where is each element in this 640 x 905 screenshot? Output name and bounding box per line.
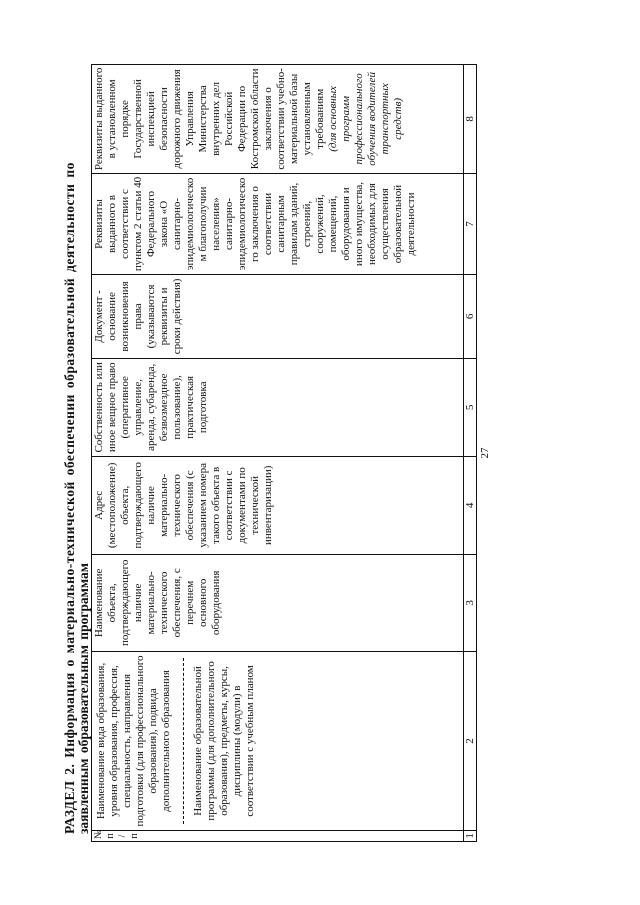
table-header-row — [92, 65, 464, 842]
column-number-cell: 8 — [464, 65, 477, 174]
header-cell-row-number: № п/п — [92, 830, 464, 841]
column-number-cell: 3 — [464, 554, 477, 652]
header-cell-traffic-police-note: (для основных программ профессионального обучения водителей транспортных средств) — [327, 72, 404, 166]
page-number: 27 — [479, 447, 491, 459]
rotated-page-content — [63, 54, 627, 842]
column-number-cell: 5 — [464, 358, 477, 457]
section-title — [63, 54, 91, 834]
column-number-cell: 1 — [464, 830, 477, 841]
header-cell-basis-document: Документ - основание возникновения права (указываются реквизиты и сроки действия) — [92, 275, 464, 358]
header-cell-program-name: Наименование образовательной программы (для дополнительного образования), предметы, курсы, дисциплины (модули) в соответствии с учебным планом — [192, 661, 256, 821]
header-cell-sanitary-conclusion: Реквизиты выданного в соответствии с пунктом 2 статьи 40 Федерального закона «О санитарно-эпидемиологическом благополучии населения» санитарно-эпидемиологического заключения о соответствии санитарным правилам зданий, строений, сооружений, помещений, оборудования и иного имущества, необходимых для осуществления образовательной деятельности — [92, 173, 464, 275]
header-cell-ownership: Собственность или иное вещное право (оперативное управление, аренда, субаренда, безвозмездное пользование), практическая подготовка — [92, 358, 464, 457]
dashed-separator — [183, 658, 186, 824]
material-technical-support-table — [91, 64, 477, 842]
header-cell-traffic-police-text: Реквизиты выданного в установленном порядке Государственной инспекцией безопасности дорожного движения Управления Министерства внутренних дел Российской Федерации по Костромской области заключения о соответствии учебно-материальной базы установленным требованиям — [93, 67, 326, 171]
column-number-cell: 4 — [464, 457, 477, 555]
header-cell-object-address: Адрес (местоположение) объекта, подтверждающего наличие материально-технического обеспечения (с указанием номера такого объекта в соответствии с документами по технической инвентаризации) — [92, 457, 464, 555]
column-number-cell: 2 — [464, 652, 477, 831]
section-title-line-2: заявленным образовательным программам — [76, 563, 91, 834]
header-cell-object-name: Наименование объекта, подтверждающего наличие материально-технического обеспечения, с перечнем основного оборудования — [92, 554, 464, 652]
column-number-cell: 6 — [464, 275, 477, 358]
section-title-line-1: РАЗДЕЛ 2. Информация о материально-технической обеспечении образовательной деятельности по — [62, 162, 77, 834]
header-cell-program — [92, 652, 464, 831]
column-number-row — [464, 65, 477, 842]
header-cell-program-kind: Наименование вида образования, уровня образования, профессия, специальность, направления подготовки (для профессионального образования), подвида дополнительного образования — [95, 655, 172, 827]
header-cell-traffic-police-conclusion — [92, 65, 464, 174]
column-number-cell: 7 — [464, 173, 477, 275]
